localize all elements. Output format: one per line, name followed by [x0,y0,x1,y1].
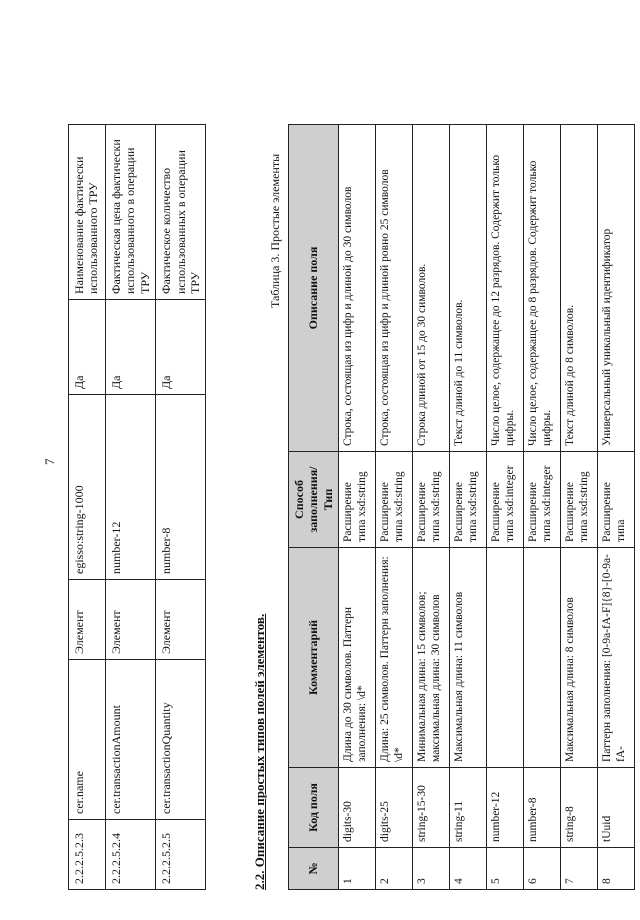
field-description: Универсальный уникальный идентификатор [598,125,635,452]
table-row [106,125,156,890]
field-code: cer.transactionQuantity [156,660,206,820]
required-flag: Да [69,300,106,395]
field-description: Текст длиной до 11 символов. [450,125,487,452]
table-row [561,125,598,890]
table-row [339,125,376,890]
field-code: number-8 [524,768,561,848]
simple-types-table [288,124,635,890]
fill-method: Расширение типа xsd:integer [524,452,561,548]
item-number: 2.2.2.5.2.3 [69,820,106,890]
header-description: Описание поля [289,125,339,452]
element-kind: Элемент [106,580,156,660]
field-description: Фактическое количество использованных в операции ТРУ [156,125,206,300]
fill-method: Расширение типа xsd:string [561,452,598,548]
row-number: 5 [487,848,524,890]
header-code: Код поля [289,768,339,848]
row-number: 2 [376,848,413,890]
comment [524,548,561,768]
table-row [156,125,206,890]
field-description: Строка, состоящая из цифр и длиной до 30 символов [339,125,376,452]
table-row [524,125,561,890]
field-code: number-12 [487,768,524,848]
header-fill-method: Способ заполнения/Тип [289,452,339,548]
table-row [450,125,487,890]
page-number: 7 [42,458,57,465]
comment [487,548,524,768]
field-type: egisso:string-1000 [69,395,106,580]
row-number: 4 [450,848,487,890]
row-number: 8 [598,848,635,890]
comment: Длина до 30 символов. Паттерн заполнения: \d* [339,548,376,768]
fill-method: Расширение типа [598,452,635,548]
table-row [376,125,413,890]
section-heading: 2.2. Описание простых типов полей элементов. [252,613,267,890]
table-row [69,125,106,890]
fill-method: Расширение типа xsd:integer [487,452,524,548]
required-flag: Да [106,300,156,395]
item-number: 2.2.2.5.2.5 [156,820,206,890]
row-number: 6 [524,848,561,890]
row-number: 1 [339,848,376,890]
element-kind: Элемент [69,580,106,660]
field-code: digits-25 [376,768,413,848]
row-number: 3 [413,848,450,890]
field-code: string-11 [450,768,487,848]
continued-elements-table [68,124,206,890]
field-description: Число целое, содержащее до 12 разрядов. Содержит только цифры. [487,125,524,452]
field-description: Текст длиной до 8 символов. [561,125,598,452]
header-num: № [289,848,339,890]
comment: Длина: 25 символов. Паттерн заполнения: \d* [376,548,413,768]
field-code: string-15-30 [413,768,450,848]
comment: Максимальная длина: 11 символов [450,548,487,768]
header-comment: Комментарий [289,548,339,768]
table-row [487,125,524,890]
field-type: number-12 [106,395,156,580]
field-type: number-8 [156,395,206,580]
table-row [598,125,635,890]
field-description: Число целое, содержащее до 8 разрядов. Содержит только цифры. [524,125,561,452]
field-description: Строка длиной от 15 до 30 символов. [413,125,450,452]
comment: Максимальная длина: 8 символов [561,548,598,768]
element-kind: Элемент [156,580,206,660]
field-description: Фактическая цена фактически использованного в операции ТРУ [106,125,156,300]
fill-method: Расширение типа xsd:string [450,452,487,548]
field-description: Строка, состоящая из цифр и длиной ровно 25 символов [376,125,413,452]
item-number: 2.2.2.5.2.4 [106,820,156,890]
field-code: tUuid [598,768,635,848]
row-number: 7 [561,848,598,890]
comment: Минимальная длина: 15 символов; максимальная длина: 30 символов [413,548,450,768]
field-description: Наименование фактически использованного ТРУ [69,125,106,300]
field-code: cer.transactionAmount [106,660,156,820]
fill-method: Расширение типа xsd:string [339,452,376,548]
header-row [289,125,339,890]
table-row [413,125,450,890]
comment: Паттерн заполнения: [0-9a-fA-F]{8}-[0-9a-fA- [598,548,635,768]
fill-method: Расширение типа xsd:string [413,452,450,548]
required-flag: Да [156,300,206,395]
field-code: string-8 [561,768,598,848]
field-code: cer.name [69,660,106,820]
field-code: digits-30 [339,768,376,848]
fill-method: Расширение типа xsd:string [376,452,413,548]
table-caption: Таблица 3. Простые элементы [268,153,282,308]
